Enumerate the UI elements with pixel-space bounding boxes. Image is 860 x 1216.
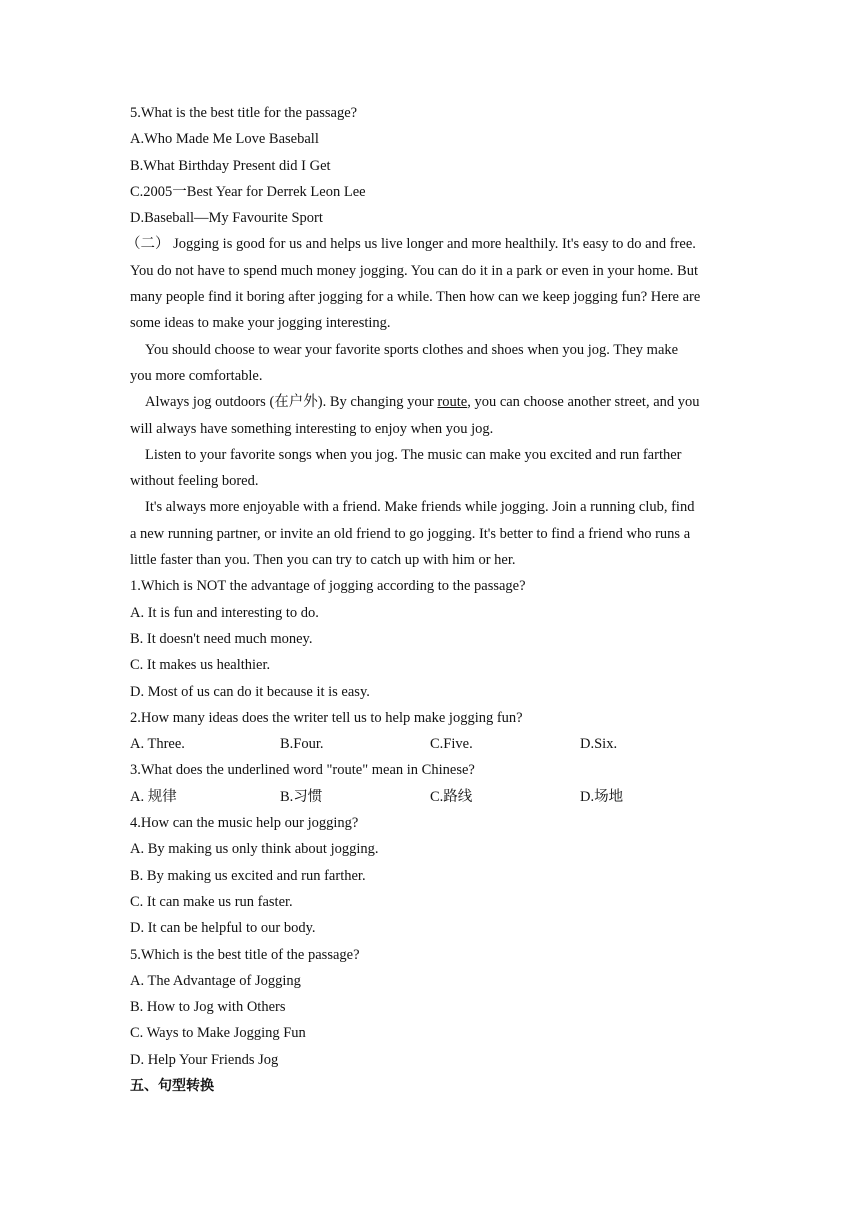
option-a: A.Who Made Me Love Baseball [130,131,319,148]
option-a: A. By making us only think about jogging. [130,841,379,858]
passage-paragraph-2: You should choose to wear your favorite sports clothes and shoes when you jog. They make [145,341,679,358]
passage-line: You do not have to spend much money jogging. You can do it in a park or even in your home. But [130,262,698,279]
passage-text: Always jog outdoors (在户外). By changing your [145,394,438,411]
passage-line: will always have something interesting to enjoy when you jog. [130,420,494,437]
option-d: D.Six. [580,736,618,753]
passage-line: many people find it boring after jogging for a while. Then how can we keep jogging fun? Here are [130,289,701,306]
question-1: 1.Which is NOT the advantage of jogging according to the passage? [130,578,526,595]
underlined-word-route: route [437,394,468,411]
section-marker: （二） [126,236,170,253]
question-3-options [130,784,730,810]
option-d: D. It can be helpful to our body. [130,920,316,937]
option-d: D. Help Your Friends Jog [130,1051,279,1068]
option-b: B.What Birthday Present did I Get [130,157,331,174]
option-a: A. 规律 [130,788,177,805]
document-page [126,100,730,1099]
option-d: D.场地 [580,788,624,805]
option-a: A. The Advantage of Jogging [130,972,301,989]
option-d: D. Most of us can do it because it is easy. [130,683,370,700]
option-b: B. It doesn't need much money. [130,630,313,647]
passage-line: without feeling bored. [130,473,259,490]
question-2-options [130,731,730,757]
option-c: C.路线 [430,788,473,805]
passage-paragraph-4: Listen to your favorite songs when you jog. The music can make you excited and run farther [145,446,682,463]
option-c: C. It can make us run faster. [130,893,293,910]
option-a: A. Three. [130,736,185,753]
passage-line: little faster than you. Then you can try to catch up with him or her. [130,552,516,569]
passage-paragraph-5: It's always more enjoyable with a friend. Make friends while jogging. Join a running club, find [145,499,695,516]
passage-text: , you can choose another street, and you [467,394,700,411]
option-c: C. Ways to Make Jogging Fun [130,1025,306,1042]
option-a: A. It is fun and interesting to do. [130,604,319,621]
section-heading: 五、句型转换 [130,1077,214,1094]
passage-line: some ideas to make your jogging interesting. [130,315,391,332]
passage-line: a new running partner, or invite an old friend to go jogging. It's better to find a friend who runs a [130,525,691,542]
passage-line: you more comfortable. [130,367,263,384]
option-c: C. It makes us healthier. [130,657,271,674]
passage-paragraph-1 [126,231,730,257]
option-c: C.Five. [430,736,473,753]
option-b: B. How to Jog with Others [130,999,286,1016]
passage-line: Jogging is good for us and helps us live longer and more healthily. It's easy to do and free. [169,236,696,253]
passage-paragraph-3 [130,389,730,415]
question-3: 3.What does the underlined word "route" mean in Chinese? [130,762,475,779]
question-2: 2.How many ideas does the writer tell us to help make jogging fun? [130,709,523,726]
option-b: B. By making us excited and run farther. [130,867,366,884]
option-d: D.Baseball—My Favourite Sport [130,210,323,227]
question-5-prev: 5.What is the best title for the passage? [130,105,358,121]
question-5: 5.Which is the best title of the passage? [130,946,360,963]
option-b: B.习惯 [280,788,323,805]
option-b: B.Four. [280,736,324,753]
question-4: 4.How can the music help our jogging? [130,815,359,832]
option-c: C.2005一Best Year for Derrek Leon Lee [130,183,366,200]
